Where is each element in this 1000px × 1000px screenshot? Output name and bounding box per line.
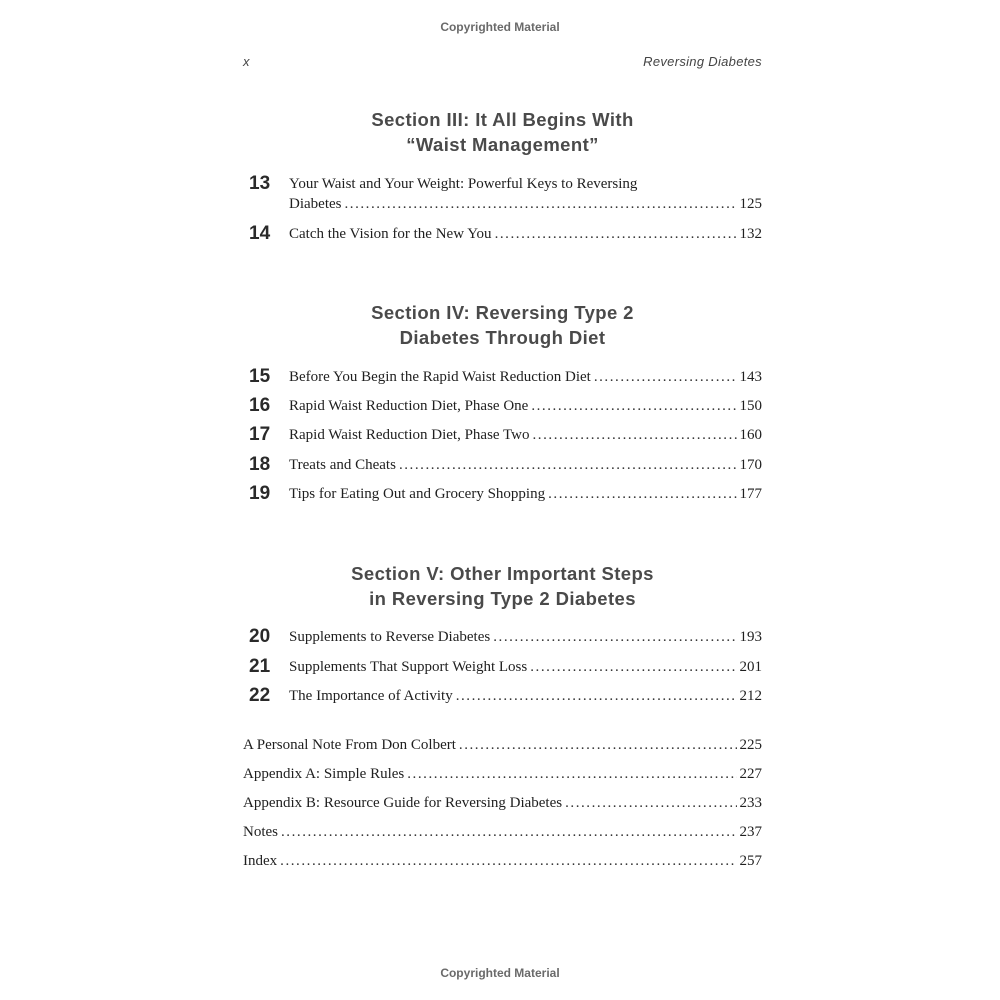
chapter-number: 14 <box>249 223 271 244</box>
copyright-notice-top: Copyrighted Material <box>440 20 560 34</box>
section-heading-line: in Reversing Type 2 Diabetes <box>369 588 636 609</box>
section-heading-line: “Waist Management” <box>406 134 599 155</box>
section-heading-3 <box>243 107 762 157</box>
toc-entry-notes[interactable] <box>243 822 762 842</box>
toc-entry-chapter-22[interactable] <box>243 686 762 706</box>
dot-leader <box>531 396 736 416</box>
dot-leader <box>407 764 736 784</box>
chapter-title: Supplements That Support Weight Loss <box>289 659 528 675</box>
section-heading-4 <box>243 300 762 350</box>
dot-leader <box>280 851 736 871</box>
entry-title: Appendix B: Resource Guide for Reversing Diabetes <box>243 795 563 811</box>
page-ref: 227 <box>739 766 762 782</box>
dot-leader <box>548 484 736 504</box>
chapter-title: Rapid Waist Reduction Diet, Phase One <box>289 398 529 414</box>
toc-entry-chapter-16[interactable] <box>243 396 762 416</box>
chapter-title: Catch the Vision for the New You <box>289 226 492 242</box>
chapter-title: Diabetes <box>289 196 342 212</box>
page-number: x <box>243 54 250 69</box>
copyright-notice-bottom: Copyrighted Material <box>440 966 560 980</box>
chapter-title: Treats and Cheats <box>289 457 396 473</box>
dot-leader <box>281 822 737 842</box>
section-heading-line: Section V: Other Important Steps <box>351 563 654 584</box>
dot-leader <box>533 425 737 445</box>
toc-entry-chapter-14[interactable] <box>243 224 762 244</box>
page-ref: 257 <box>739 853 762 869</box>
dot-leader <box>493 627 736 647</box>
dot-leader <box>530 657 736 677</box>
chapter-number: 13 <box>249 173 271 194</box>
dot-leader <box>344 194 736 214</box>
chapter-title: Supplements to Reverse Diabetes <box>289 629 491 645</box>
chapter-number: 15 <box>249 366 271 387</box>
chapter-title-line1: Your Waist and Your Weight: Powerful Keys to Reversing <box>289 176 638 192</box>
section-heading-line: Section IV: Reversing Type 2 <box>371 302 634 323</box>
page-ref: 212 <box>739 688 762 704</box>
toc-entry-index[interactable] <box>243 851 762 871</box>
page-ref: 201 <box>739 659 762 675</box>
toc-entry-chapter-19[interactable] <box>243 484 762 504</box>
toc-entry-personal-note[interactable] <box>243 735 762 755</box>
dot-leader <box>594 367 737 387</box>
page-ref: 132 <box>739 226 762 242</box>
toc-entry-chapter-21[interactable] <box>243 657 762 677</box>
entry-title: Appendix A: Simple Rules <box>243 766 405 782</box>
dot-leader <box>495 224 737 244</box>
toc-entry-chapter-13[interactable] <box>243 174 762 214</box>
dot-leader <box>565 793 736 813</box>
dot-leader <box>399 455 737 475</box>
dot-leader <box>456 686 737 706</box>
page-ref: 177 <box>739 486 762 502</box>
page-ref: 125 <box>739 196 762 212</box>
chapter-title: Rapid Waist Reduction Diet, Phase Two <box>289 427 530 443</box>
toc-entry-appendix-a[interactable] <box>243 764 762 784</box>
chapter-title: Before You Begin the Rapid Waist Reduction Diet <box>289 369 591 385</box>
chapter-number: 20 <box>249 626 271 647</box>
toc-entry-appendix-b[interactable] <box>243 793 762 813</box>
entry-title: Index <box>243 853 278 869</box>
page-ref: 193 <box>739 629 762 645</box>
toc-entry-chapter-15[interactable] <box>243 367 762 387</box>
toc-entry-chapter-20[interactable] <box>243 627 762 647</box>
book-title: Reversing Diabetes <box>643 54 762 69</box>
entry-title: A Personal Note From Don Colbert <box>243 737 456 753</box>
chapter-number: 21 <box>249 656 271 677</box>
page-ref: 160 <box>739 427 762 443</box>
toc-entry-chapter-17[interactable] <box>243 425 762 445</box>
running-header <box>243 54 762 72</box>
chapter-title: The Importance of Activity <box>289 688 453 704</box>
toc-entry-chapter-18[interactable] <box>243 455 762 475</box>
chapter-number: 16 <box>249 395 271 416</box>
chapter-title: Tips for Eating Out and Grocery Shopping <box>289 486 546 502</box>
chapter-number: 18 <box>249 454 271 475</box>
section-heading-line: Section III: It All Begins With <box>371 109 634 130</box>
dot-leader <box>459 735 737 755</box>
entry-title: Notes <box>243 824 278 840</box>
page-ref: 170 <box>739 457 762 473</box>
chapter-number: 22 <box>249 685 271 706</box>
chapter-number: 19 <box>249 483 271 504</box>
section-heading-5 <box>243 561 762 611</box>
page-ref: 143 <box>739 369 762 385</box>
chapter-number: 17 <box>249 424 271 445</box>
page-ref: 233 <box>739 795 762 811</box>
section-heading-line: Diabetes Through Diet <box>399 327 606 348</box>
page-ref: 237 <box>739 824 762 840</box>
page-ref: 150 <box>739 398 762 414</box>
page-ref: 225 <box>739 737 762 753</box>
